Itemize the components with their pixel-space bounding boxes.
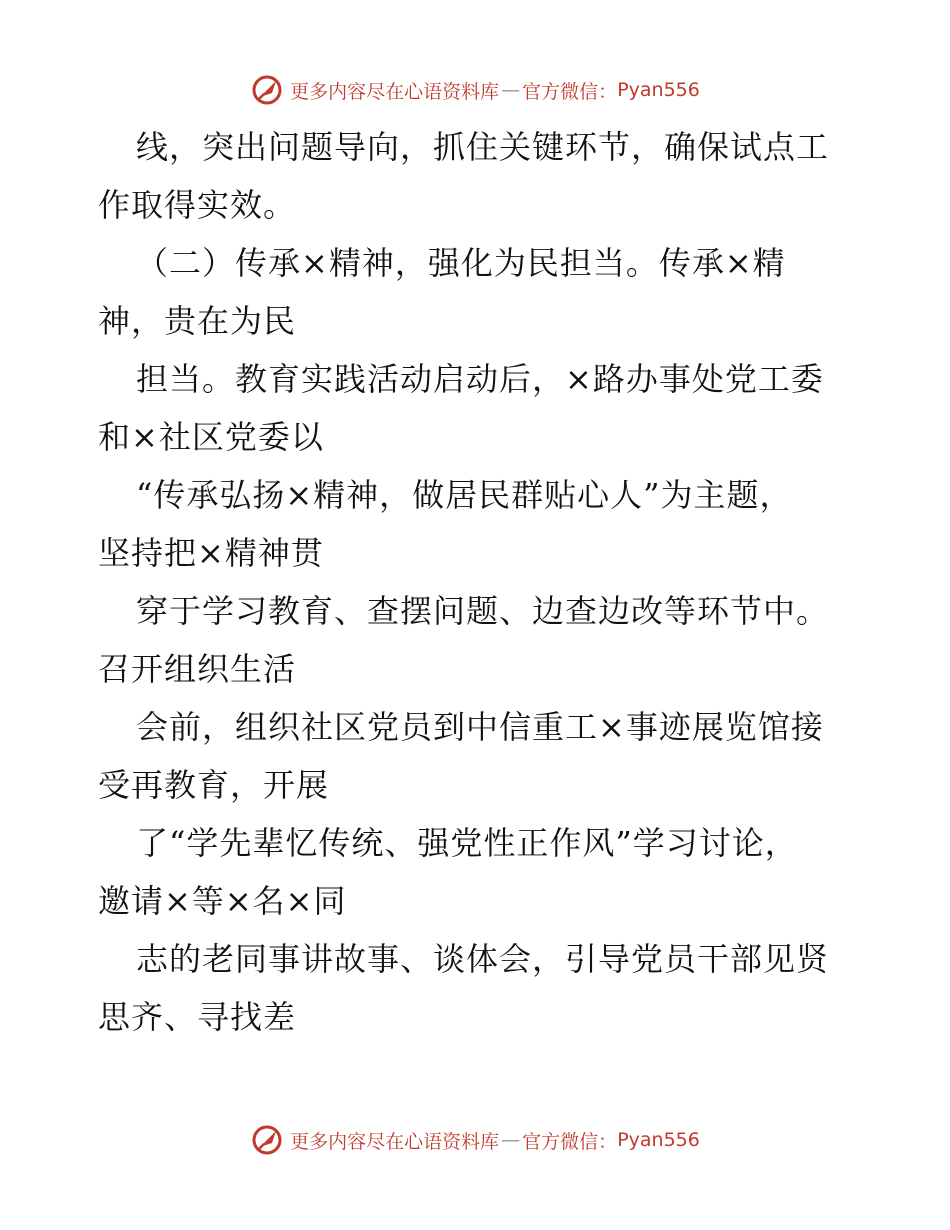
- watermark-label: 官方微信：: [522, 80, 618, 103]
- watermark-main: 更多内容尽在心语资料库: [290, 1130, 500, 1153]
- quill-logo-icon: [250, 73, 284, 107]
- text-line: 受再教育，开展: [98, 766, 330, 804]
- footer-watermark: [0, 1120, 950, 1160]
- text-line: 召开组织生活: [98, 650, 297, 688]
- text-line: 和×社区党委以: [98, 418, 324, 456]
- watermark-main: 更多内容尽在心语资料库: [290, 80, 500, 103]
- text-line: 担当。教育实践活动启动后，×路办事处党工委: [136, 360, 824, 398]
- header-watermark: [0, 70, 950, 110]
- text-line: 坚持把×精神贯: [98, 534, 324, 572]
- document-body: [98, 118, 868, 1046]
- text-line: （二）传承×精神，强化为民担当。传承×精: [136, 244, 786, 282]
- text-line: 神，贵在为民: [98, 302, 297, 340]
- watermark-separator: —: [501, 1129, 521, 1151]
- text-line: 思齐、寻找差: [98, 998, 297, 1036]
- watermark-id: Pyan556: [617, 1129, 700, 1151]
- text-line: 穿于学习教育、查摆问题、边查边改等环节中。: [136, 592, 830, 630]
- watermark-separator: —: [501, 79, 521, 101]
- text-line: 作取得实效。: [98, 186, 297, 224]
- watermark-label: 官方微信：: [522, 1130, 618, 1153]
- text-line: 了“学先辈忆传统、强党性正作风”学习讨论，: [136, 824, 798, 862]
- quill-logo-icon: [250, 1123, 284, 1157]
- text-line: “传承弘扬×精神，做居民群贴心人”为主题，: [136, 476, 793, 514]
- text-line: 线，突出问题导向，抓住关键环节，确保试点工: [136, 128, 830, 166]
- text-line: 会前，组织社区党员到中信重工×事迹展览馆接: [136, 708, 824, 746]
- text-line: 志的老同事讲故事、谈体会，引导党员干部见贤: [136, 940, 830, 978]
- text-line: 邀请×等×名×同: [98, 882, 347, 920]
- watermark-id: Pyan556: [617, 79, 700, 101]
